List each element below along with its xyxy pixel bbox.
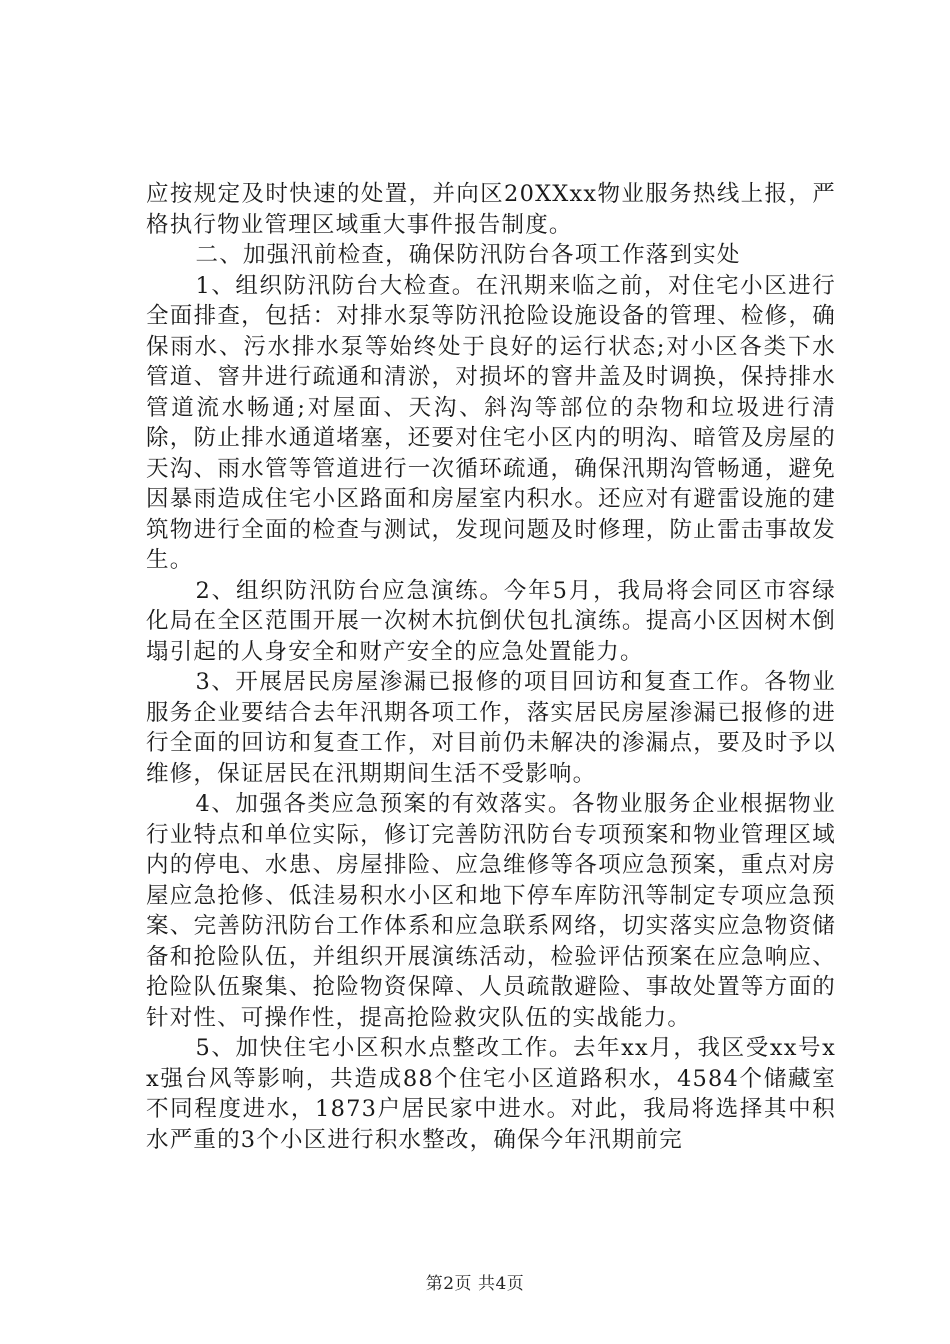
section-heading-2: 二、加强汛前检查，确保防汛防台各项工作落到实处 xyxy=(195,242,741,268)
paragraph-1: 应按规定及时快速的处置，并向区20XXxx物业服务热线上报，严格执行物业管理区域重大事件报告制度。 xyxy=(146,181,836,238)
paragraph-item-2: 2、组织防汛防台应急演练。今年5月，我局将会同区市容绿化局在全区范围开展一次树木抗倒伏包扎演练。提高小区因树木倒塌引起的人身安全和财产安全的应急处置能力。 xyxy=(146,577,836,665)
paragraph-item-3: 3、开展居民房屋渗漏已报修的项目回访和复查工作。各物业服务企业要结合去年汛期各项工作，落实居民房屋渗漏已报修的进行全面的回访和复查工作，对目前仍未解决的渗漏点，要及时予以维修，保证居民在汛期期间生活不受影响。 xyxy=(146,669,836,787)
paragraph-item-4: 4、加强各类应急预案的有效落实。各物业服务企业根据物业行业特点和单位实际，修订完善防汛防台专项预案和物业管理区域内的停电、水患、房屋排险、应急维修等各项应急预案，重点对房屋应急抢修、低洼易积水小区和地下停车库防汛等制定专项应急预案、完善防汛防台工作体系和应急联系网络，切实落实应急物资储备和抢险队伍，并组织开展演练活动，检验评估预案在应急响应、抢险队伍聚集、抢险物资保障、人员疏散避险、事故处置等方面的针对性、可操作性，提高抢险救灾队伍的实战能力。 xyxy=(146,791,836,1031)
paragraph-item-5: 5、加快住宅小区积水点整改工作。去年xx月，我区受xx号xx强台风等影响，共造成88个住宅小区道路积水，4584个储藏室不同程度进水，1873户居民家中进水。对此，我局将选择其中积水严重的3个小区进行积水整改，确保今年汛期前完 xyxy=(146,1035,836,1153)
document-body xyxy=(146,179,836,1155)
paragraph-item-1: 1、组织防汛防台大检查。在汛期来临之前，对住宅小区进行全面排查，包括：对排水泵等防汛抢险设施设备的管理、检修，确保雨水、污水排水泵等始终处于良好的运行状态;对小区各类下水管道、窨井进行疏通和清淤，对损坏的窨井盖及时调换，保持排水管道流水畅通;对屋面、天沟、斜沟等部位的杂物和垃圾进行清除，防止排水通道堵塞，还要对住宅小区内的明沟、暗管及房屋的天沟、雨水管等管道进行一次循环疏通，确保汛期沟管畅通，避免因暴雨造成住宅小区路面和房屋室内积水。还应对有避雷设施的建筑物进行全面的检查与测试，发现问题及时修理，防止雷击事故发生。 xyxy=(146,272,836,573)
page-number-footer: 第2页 共4页 xyxy=(425,1274,525,1294)
